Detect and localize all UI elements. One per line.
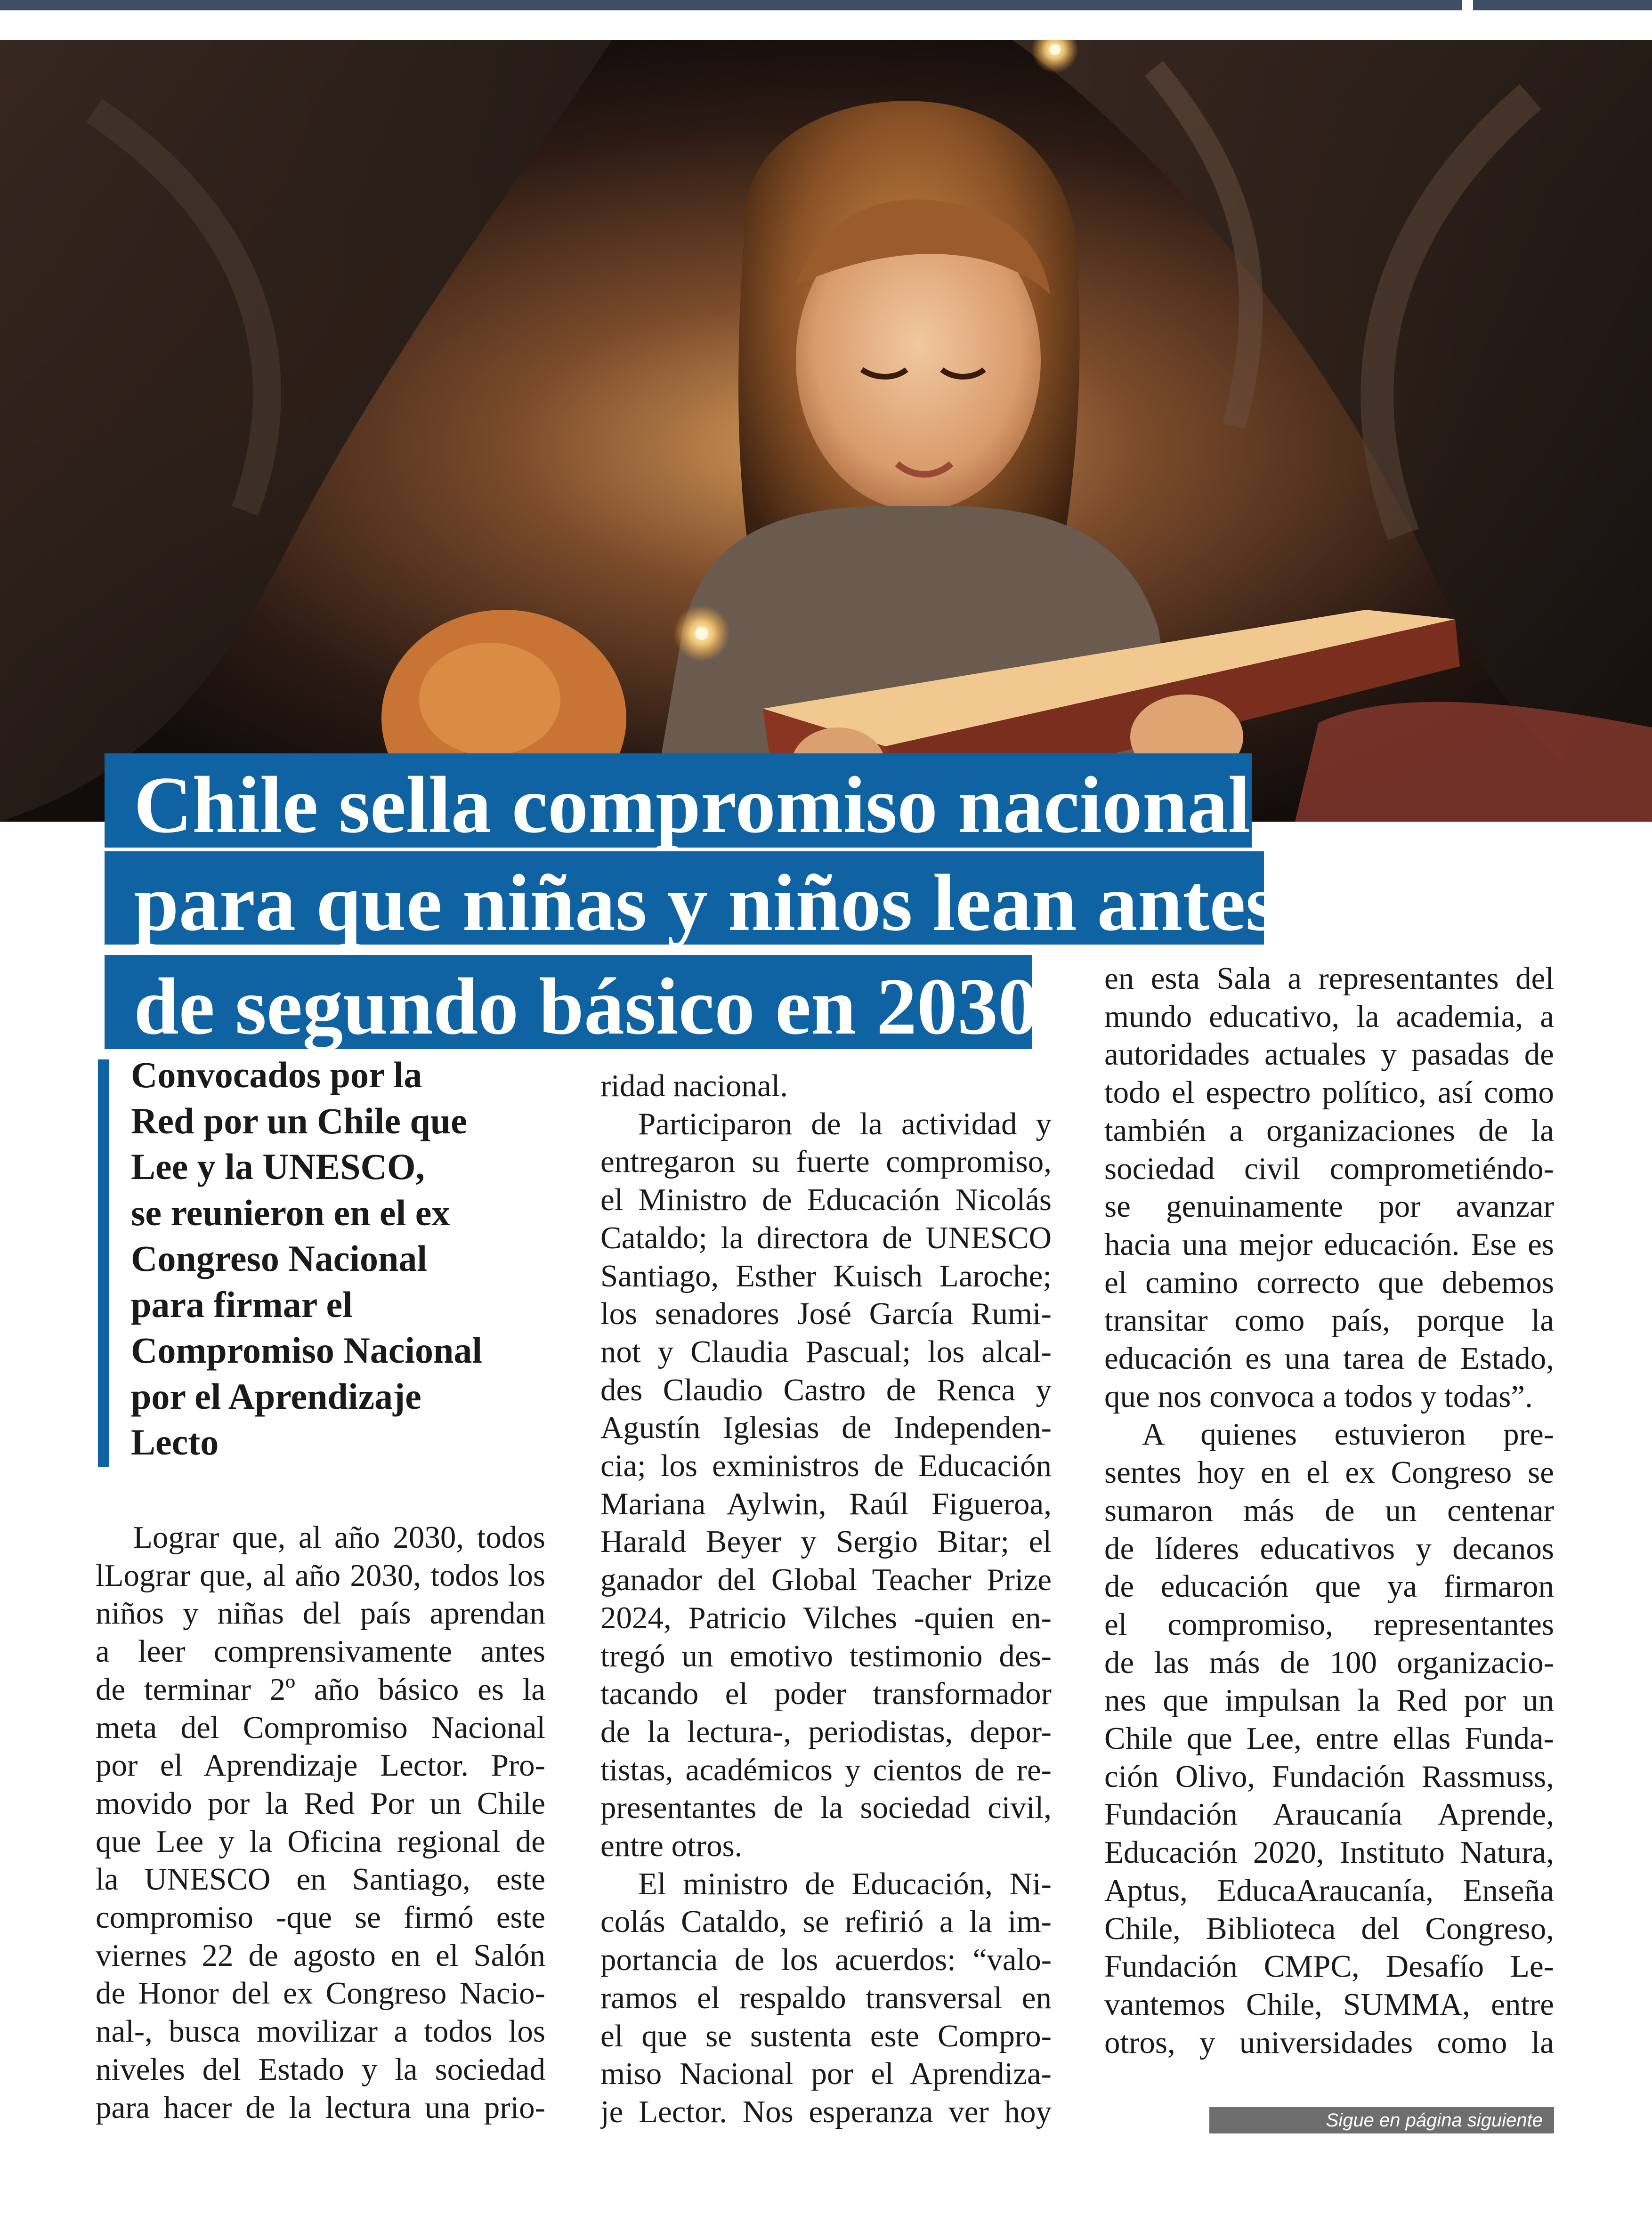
- headline-line-2: para que niñas y niños lean antes: [105, 851, 1264, 945]
- body-line: entregaron su fuerte compromiso,: [600, 1144, 1052, 1180]
- body-line: nes que impulsan la Red por un: [1104, 1683, 1554, 1718]
- body-line: el camino correcto que debemos: [1104, 1265, 1554, 1300]
- body-line: Lograr que, al año 2030, todos: [133, 1520, 545, 1555]
- body-column-2: [600, 1067, 1052, 2131]
- body-line: ción Olivo, Fundación Rassmuss,: [1104, 1759, 1554, 1794]
- deck-accent-rule: [98, 1059, 109, 1467]
- body-line: niveles del Estado y la sociedad: [96, 2052, 545, 2087]
- deck-line: Convocados por la: [131, 1054, 422, 1095]
- body-line: nal-, busca movilizar a todos los: [96, 2014, 545, 2049]
- body-line: autoridades actuales y pasadas de: [1104, 1037, 1554, 1072]
- body-line: sentes hoy en el ex Congreso se: [1104, 1455, 1554, 1490]
- body-line: tistas, académicos y cientos de re-: [600, 1752, 1052, 1787]
- body-line: ganador del Global Teacher Prize: [600, 1562, 1052, 1598]
- body-line: ridad nacional.: [600, 1068, 788, 1103]
- body-line: de la lectura-, periodistas, depor-: [600, 1714, 1052, 1749]
- deck-line: Congreso Nacional: [131, 1238, 428, 1279]
- body-line: Participaron de la actividad y: [638, 1106, 1052, 1141]
- top-rule-right: [1473, 0, 1652, 10]
- body-line: movido por la Red Por un Chile: [96, 1786, 545, 1821]
- body-line: todo el espectro político, así como: [1104, 1075, 1554, 1110]
- body-line: de educación que ya firmaron: [1104, 1569, 1554, 1604]
- body-line: los senadores José García Rumi-: [600, 1296, 1052, 1332]
- body-line: Chile que Lee, entre ellas Funda-: [1104, 1721, 1554, 1756]
- deck-line: se reunieron en el ex: [131, 1192, 450, 1233]
- body-line: para hacer de la lectura una prio-: [96, 2090, 545, 2125]
- body-line: tregó un emotivo testimonio des-: [600, 1638, 1052, 1673]
- body-line: tacando el poder transformador: [600, 1676, 1052, 1712]
- body-line: también a organizaciones de la: [1104, 1113, 1554, 1148]
- body-line: presentantes de la sociedad civil,: [600, 1790, 1052, 1826]
- body-line: de líderes educativos y decanos: [1104, 1531, 1554, 1566]
- hero-illustration: [0, 40, 1652, 822]
- body-line: se genuinamente por avanzar: [1104, 1189, 1554, 1224]
- body-line: Aptus, EducaAraucanía, Enseña: [1104, 1873, 1554, 1908]
- body-line: vantemos Chile, SUMMA, entre: [1104, 1987, 1554, 2022]
- body-line: transitar como país, porque la: [1104, 1303, 1554, 1338]
- body-line: hacia una mejor educación. Ese es: [1104, 1227, 1554, 1262]
- body-line: que Lee y la Oficina regional de: [96, 1824, 545, 1859]
- headline-line-1: Chile sella compromiso nacional: [105, 753, 1252, 848]
- body-line: a leer comprensivamente antes: [96, 1634, 545, 1669]
- body-line: de terminar 2º año básico es la: [96, 1672, 545, 1707]
- deck-line: Lee y la UNESCO,: [131, 1146, 425, 1187]
- body-line: Cataldo; la directora de UNESCO: [600, 1220, 1052, 1255]
- body-line: je Lector. Nos esperanza ver hoy: [600, 2094, 1052, 2129]
- body-line: colás Cataldo, se refirió a la im-: [600, 1904, 1052, 1939]
- hero-photo: [0, 40, 1652, 822]
- deck-line: para firmar el: [131, 1284, 353, 1325]
- headline-line-3: de segundo básico en 2030: [105, 955, 1032, 1049]
- deck-line: Lecto: [131, 1422, 219, 1463]
- body-line: mundo educativo, la academia, a: [1104, 999, 1554, 1034]
- body-line: not y Claudia Pascual; los alcal-: [600, 1334, 1052, 1369]
- body-column-1: [96, 1519, 545, 2126]
- body-line: portancia de los acuerdos: “valo-: [600, 1942, 1052, 1978]
- body-line: entre otros.: [600, 1828, 743, 1864]
- body-line: des Claudio Castro de Renca y: [600, 1372, 1052, 1407]
- body-line: 2024, Patricio Vilches -quien en-: [600, 1600, 1052, 1635]
- body-line: Santiago, Esther Kuisch Laroche;: [600, 1258, 1052, 1293]
- body-line: otros, y universidades como la: [1104, 2025, 1554, 2060]
- deck-line: Red por un Chile que: [131, 1100, 467, 1141]
- body-line: compromiso -que se firmó este: [96, 1900, 545, 1935]
- top-rule-left: [0, 0, 1462, 10]
- body-line: sumaron más de un centenar: [1104, 1493, 1554, 1528]
- body-line: lLograr que, al año 2030, todos los: [96, 1558, 545, 1593]
- deck-line: Compromiso Nacional: [131, 1330, 483, 1371]
- body-line: niños y niñas del país aprendan: [96, 1596, 545, 1631]
- body-line: cia; los exministros de Educación: [600, 1448, 1052, 1484]
- body-line: miso Nacional por el Aprendiza-: [600, 2056, 1052, 2092]
- body-line: de las más de 100 organizacio-: [1104, 1645, 1554, 1680]
- body-line: viernes 22 de agosto en el Salón: [96, 1938, 545, 1973]
- body-line: Chile, Biblioteca del Congreso,: [1104, 1911, 1554, 1946]
- body-line: ramos el respaldo transversal en: [600, 1980, 1052, 2015]
- body-line: por el Aprendizaje Lector. Pro-: [96, 1748, 545, 1783]
- body-line: A quienes estuvieron pre-: [1142, 1417, 1554, 1452]
- body-line: El ministro de Educación, Ni-: [638, 1866, 1052, 1901]
- body-line: en esta Sala a representantes del: [1104, 961, 1554, 996]
- body-line: meta del Compromiso Nacional: [96, 1710, 545, 1745]
- body-line: Fundación Araucanía Aprende,: [1104, 1797, 1554, 1832]
- body-line: el Ministro de Educación Nicolás: [600, 1182, 1052, 1218]
- body-line: Harald Beyer y Sergio Bitar; el: [600, 1524, 1052, 1559]
- body-line: educación es una tarea de Estado,: [1104, 1341, 1554, 1376]
- body-line: que nos convoca a todos y todas”.: [1104, 1379, 1533, 1414]
- body-line: el que se sustenta este Compro-: [600, 2018, 1052, 2053]
- body-line: de Honor del ex Congreso Nacio-: [96, 1976, 545, 2011]
- body-line: Agustín Iglesias de Independen-: [600, 1410, 1052, 1446]
- body-line: Educación 2020, Instituto Natura,: [1104, 1835, 1554, 1870]
- body-line: sociedad civil comprometiéndo-: [1104, 1151, 1554, 1186]
- body-line: Fundación CMPC, Desafío Le-: [1104, 1949, 1554, 1984]
- body-line: Mariana Aylwin, Raúl Figueroa,: [600, 1486, 1052, 1521]
- body-line: el compromiso, representantes: [1104, 1607, 1554, 1642]
- deck-line: por el Aprendizaje: [131, 1375, 421, 1417]
- deck-subtitle: [131, 1052, 555, 1465]
- continue-next-page-tag[interactable]: Sigue en página siguiente: [1209, 2107, 1554, 2133]
- body-line: la UNESCO en Santiago, este: [96, 1862, 545, 1897]
- body-column-3: [1104, 960, 1554, 2061]
